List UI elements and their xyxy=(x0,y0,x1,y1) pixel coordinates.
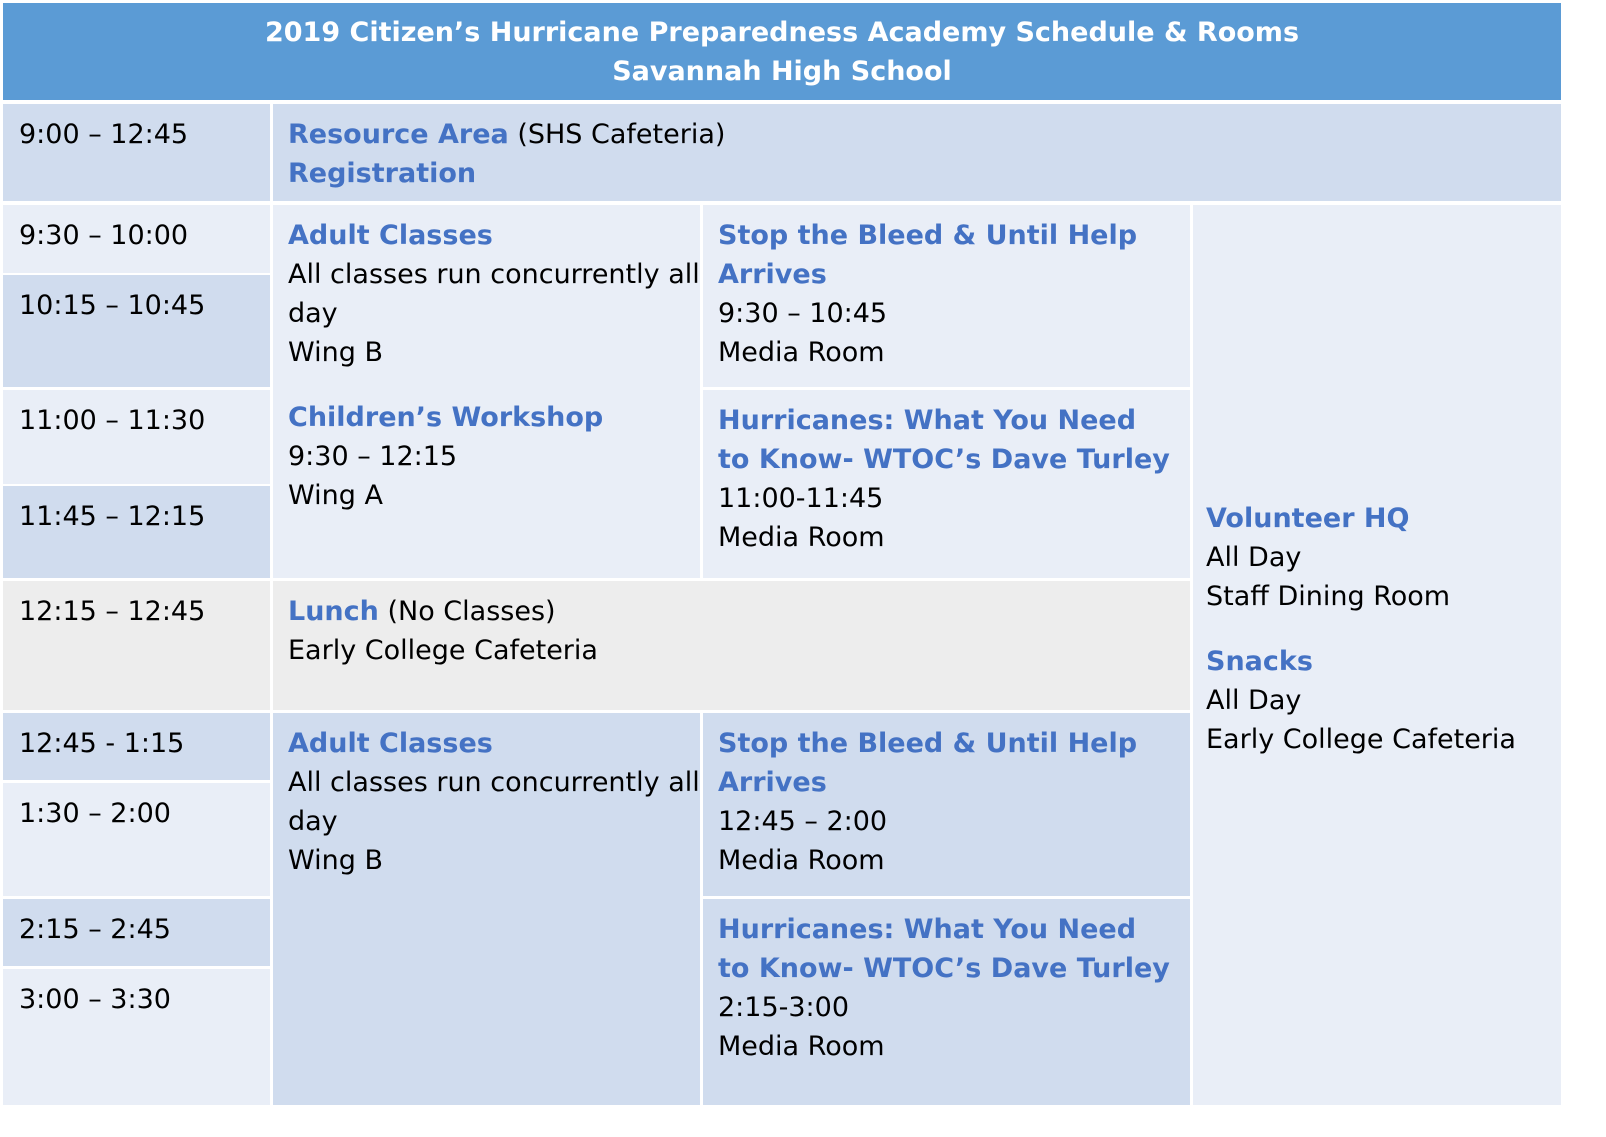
time-cell: 11:00 – 11:30 xyxy=(3,390,270,484)
hurricanes-title: Hurricanes: What You Need to Know- WTOC’s Dave Turley xyxy=(718,405,1170,475)
time-cell: 12:15 – 12:45 xyxy=(3,581,270,710)
adult-classes-note: All classes run concurrently all day xyxy=(288,259,700,329)
stop-the-bleed-time: 12:45 – 2:00 xyxy=(718,806,888,837)
time-cell: 11:45 – 12:15 xyxy=(3,486,270,578)
adult-classes-note: All classes run concurrently all day xyxy=(288,767,700,837)
lunch-room: Early College Cafeteria xyxy=(288,635,598,666)
resource-area-title: Resource Area xyxy=(288,119,509,150)
registration-label: Registration xyxy=(288,158,477,189)
resource-area-cell xyxy=(273,104,1561,201)
time-cell: 9:00 – 12:45 xyxy=(3,104,270,201)
stop-the-bleed-room: Media Room xyxy=(718,337,885,368)
snacks-title: Snacks xyxy=(1206,646,1313,677)
snacks-when: All Day xyxy=(1206,685,1302,716)
page-subtitle: Savannah High School xyxy=(612,56,952,87)
adult-classes-room: Wing B xyxy=(288,337,383,368)
adult-classes-room: Wing B xyxy=(288,845,383,876)
volunteer-snacks-cell xyxy=(1193,205,1561,1105)
snacks-room: Early College Cafeteria xyxy=(1206,724,1516,755)
page-title: 2019 Citizen’s Hurricane Preparedness Academy Schedule & Rooms xyxy=(264,17,1300,48)
hurricanes-title: Hurricanes: What You Need to Know- WTOC’s Dave Turley xyxy=(718,914,1170,984)
childrens-workshop-time: 9:30 – 12:15 xyxy=(288,441,458,472)
morning-adult-classes-cell xyxy=(273,205,700,578)
morning-stop-the-bleed-cell xyxy=(703,205,1190,387)
volunteer-hq-when: All Day xyxy=(1206,542,1302,573)
resource-area-location: (SHS Cafeteria) xyxy=(517,119,726,150)
hurricanes-room: Media Room xyxy=(718,1031,885,1062)
stop-the-bleed-time: 9:30 – 10:45 xyxy=(718,298,888,329)
hurricanes-time: 11:00-11:45 xyxy=(718,483,884,514)
afternoon-adult-classes-cell xyxy=(273,713,700,1105)
lunch-note: (No Classes) xyxy=(387,596,556,627)
hurricanes-time: 2:15-3:00 xyxy=(718,992,850,1023)
stop-the-bleed-title: Stop the Bleed & Until Help Arrives xyxy=(718,220,1138,290)
lunch-cell xyxy=(273,581,1190,710)
childrens-workshop-title: Children’s Workshop xyxy=(288,402,604,433)
morning-hurricanes-cell xyxy=(703,390,1190,578)
childrens-workshop-room: Wing A xyxy=(288,480,383,511)
stop-the-bleed-room: Media Room xyxy=(718,845,885,876)
time-cell: 1:30 – 2:00 xyxy=(3,783,270,896)
volunteer-hq-room: Staff Dining Room xyxy=(1206,581,1451,612)
afternoon-hurricanes-cell xyxy=(703,899,1190,1105)
time-cell: 12:45 - 1:15 xyxy=(3,713,270,780)
adult-classes-title: Adult Classes xyxy=(288,728,493,759)
lunch-title: Lunch xyxy=(288,596,379,627)
time-cell: 3:00 – 3:30 xyxy=(3,969,270,1105)
adult-classes-title: Adult Classes xyxy=(288,220,493,251)
schedule-header xyxy=(3,3,1561,100)
stop-the-bleed-title: Stop the Bleed & Until Help Arrives xyxy=(718,728,1138,798)
time-cell: 9:30 – 10:00 xyxy=(3,205,270,273)
time-cell: 10:15 – 10:45 xyxy=(3,275,270,387)
time-cell: 2:15 – 2:45 xyxy=(3,899,270,966)
volunteer-hq-title: Volunteer HQ xyxy=(1206,503,1410,534)
hurricanes-room: Media Room xyxy=(718,522,885,553)
afternoon-stop-the-bleed-cell xyxy=(703,713,1190,896)
